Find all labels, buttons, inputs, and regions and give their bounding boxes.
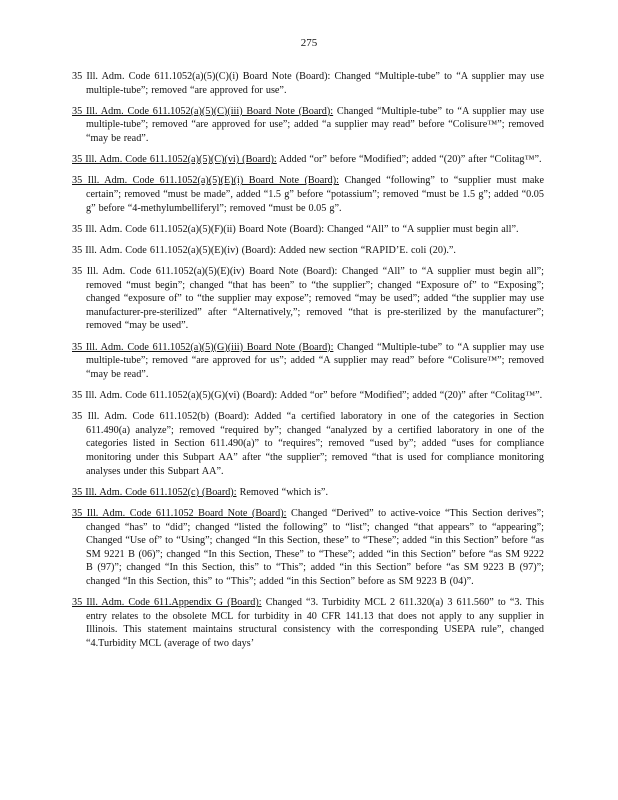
change-description: Changed “Multiple-tube” to “A supplier may use multiple-tube”; removed “are approved for us”; added “A supplier may read” before “Colisure™”; removed “may be read”. <box>86 341 544 380</box>
code-reference: 35 Ill. Adm. Code 611.1052(c) (Board): <box>72 486 237 498</box>
change-entry <box>72 265 544 333</box>
change-description: Changed “3. Turbidity MCL 2 611.320(a) 3 611.560” to “3. This entry relates to the obsolete MCL for turbidity in 40 CFR 141.13 that does not apply to any supplier in Illinois. This statement maintains structural consistency with the corresponding USEPA rule”, changed “4.Turbidity MCL (average of two days’ <box>86 597 544 649</box>
code-reference: 35 Ill. Adm. Code 611.Appendix G (Board): <box>72 597 262 609</box>
page-number: 275 <box>300 37 318 49</box>
code-reference: 35 Ill. Adm. Code 611.1052(a)(5)(E)(iv) (Board): <box>72 244 277 256</box>
change-description: Added “a certified laboratory in one of the categories in Section 611.490(a) analyze”; removed “required by”; changed “analyzed by a certified laboratory in one of the categories listed in Section 611.490(a)” to “requires”; removed “used by”; added “uses for compliance monitoring under this Subpart AA” after “the supplier”; removed “that is used for compliance monitoring analyses under this Subpart AA”. <box>86 411 545 477</box>
change-entry <box>72 70 544 97</box>
change-description: Added new section “RAPID’E. coli (20).”. <box>276 244 456 256</box>
code-reference: 35 Ill. Adm. Code 611.1052(a)(5)(C)(iii) Board Note (Board): <box>72 105 334 117</box>
change-entry <box>72 410 544 478</box>
change-description: Changed “Multiple-tube” to “A supplier may use multiple-tube”; removed “are approved for use”; added “a supplier may read” before “Colisure™”; removed “may be read”. <box>86 105 544 144</box>
change-description: Changed “Derived” to active-voice “This Section derives”; changed “has” to “did”; changed “listed the following” to “list”; changed “that appears” to “appearing”; Changed “Use of” to “Using”; changed “In this Section, these” to “These”; added “in this Section” before “as SM 9221 B (06)”; changed “In this Section, These” to “These”; added “in this Section” before “as SM 9222 B (97)”; changed “In this Section, this” to “This”; added “in this Section” before “as SM 9223 B (97)”; changed “In this Section, this” to “This”; added “in this Section” before as SM 9223 B (04)”. <box>86 507 545 587</box>
code-reference: 35 Ill. Adm. Code 611.1052(a)(5)(G)(iii) Board Note (Board): <box>72 341 334 353</box>
change-entry <box>72 174 544 215</box>
code-reference: 35 Ill. Adm. Code 611.1052(a)(5)(E)(i) Board Note (Board): <box>72 175 339 187</box>
change-description: Removed “which is”. <box>236 486 328 498</box>
code-reference: 35 Ill. Adm. Code 611.1052(a)(5)(E)(iv) Board Note (Board): <box>72 266 338 278</box>
change-description: Changed “All” to “A supplier must begin all”; removed “must begin”; changed “that has been” to “the supplier”; changed “Exposure of” to “Exposing”; changed “exposure of” to “the supplier may expose”; removed “may be used”; added “the supplier may use manufacturer-pre-sterilized” after “Alternatively,”; removed “that is pre-sterilized by the manufacturer”; removed “may be used”. <box>86 266 545 332</box>
change-description: Changed “Multiple-tube” to “A supplier may use multiple-tube”; removed “are approved for use”. <box>86 71 544 96</box>
code-reference: 35 Ill. Adm. Code 611.1052(a)(5)(C)(vi) (Board): <box>72 154 277 166</box>
change-entry <box>72 389 544 403</box>
change-log-list <box>72 70 544 658</box>
change-entry <box>72 153 544 167</box>
change-entry <box>72 223 544 237</box>
change-entry <box>72 596 544 650</box>
code-reference: 35 Ill. Adm. Code 611.1052(a)(5)(G)(vi) (Board): <box>72 390 278 402</box>
change-description: Changed “All” to “A supplier must begin all”. <box>324 223 519 235</box>
change-description: Changed “following” to “supplier must make certain”; removed “must be made”, added “1.5 g” before “potassium”; removed “must be 1.5 g”; added “0.05 g” before “4-methylumbelliferyl”; removed “must be 0.05 g”. <box>86 175 545 214</box>
change-description: Added “or” before “Modified”; added “(20)” after “Colitag™”. <box>276 154 542 166</box>
code-reference: 35 Ill. Adm. Code 611.1052(a)(5)(F)(ii) Board Note (Board): <box>72 223 325 235</box>
change-entry <box>72 486 544 500</box>
change-entry <box>72 244 544 258</box>
code-reference: 35 Ill. Adm. Code 611.1052(a)(5)(C)(i) Board Note (Board): <box>72 71 331 82</box>
change-entry <box>72 341 544 382</box>
change-entry <box>72 105 544 146</box>
change-entry <box>72 507 544 589</box>
code-reference: 35 Ill. Adm. Code 611.1052(b) (Board): <box>72 411 250 423</box>
code-reference: 35 Ill. Adm. Code 611.1052 Board Note (Board): <box>72 507 287 519</box>
change-description: Added “or” before “Modified”; added “(20)” after “Colitag™”. <box>277 390 543 402</box>
